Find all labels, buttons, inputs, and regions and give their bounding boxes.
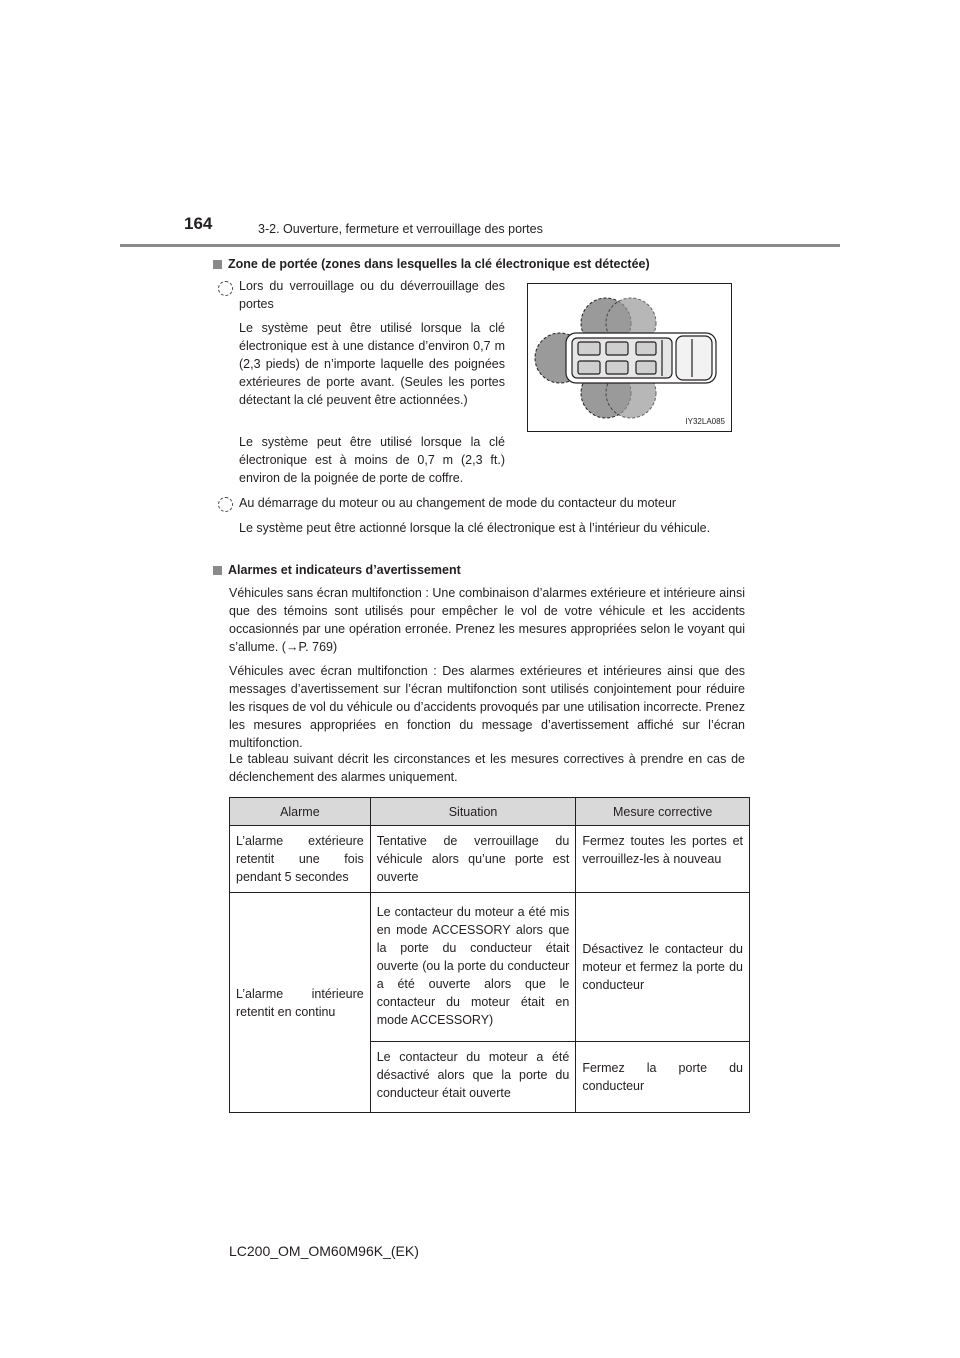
alarms-paragraph-2: Véhicules avec écran multifonction : Des alarmes extérieures et intérieures ainsi que des messages d’avertissement sur l’écran multifonction sont utilisés conjointement pour réduire les risques de vol du véhicule ou d’accidents provoqués par une utilisation incorrecte. Prenez les mesures appropriées en fonction du message d’avertissement affiché sur l’écran multifonction.	[229, 664, 745, 750]
section-heading-alarms	[213, 563, 461, 577]
section-heading-text: Zone de portée (zones dans lesquelles la clé électronique est détectée)	[228, 257, 650, 271]
cell-situation: Le contacteur du moteur a été mis en mode ACCESSORY alors que la porte du conducteur était ouverte (ou la porte du conducteur a été ouverte alors que le contacteur du moteur était en mode ACCESSORY)	[370, 893, 576, 1042]
column-header-measure: Mesure corrective	[576, 798, 750, 826]
alarms-paragraph-1: Véhicules sans écran multifonction : Une combinaison d’alarmes extérieure et intérieure ainsi que des témoins sont utilisés pour empêcher le vol de votre véhicule et les accidents occasionnés par une opération erronée. Prenez les mesures appropriées selon le voyant qui s’allume. (→P. 769)	[229, 586, 745, 654]
table-header-row	[230, 798, 750, 826]
item-locking-paragraph-2: Le système peut être utilisé lorsque la clé électronique est à moins de 0,7 m (2,3 ft.) environ de la poignée de porte de coffre.	[239, 435, 505, 485]
chapter-title: 3-2. Ouverture, fermeture et verrouillage des portes	[258, 222, 543, 236]
section-heading-text: Alarmes et indicateurs d’avertissement	[228, 563, 461, 577]
column-header-situation: Situation	[370, 798, 576, 826]
cell-alarm: L’alarme intérieure retentit en continu	[230, 893, 371, 1113]
dashed-circle-bullet-icon	[218, 497, 233, 512]
table-row	[230, 893, 750, 1042]
document-code: LC200_OM_OM60M96K_(EK)	[229, 1243, 419, 1259]
square-bullet-icon	[213, 566, 222, 575]
alarms-paragraph-3: Le tableau suivant décrit les circonstances et les mesures correctives à prendre en cas de déclenchement des alarmes uniquement.	[229, 752, 745, 784]
item-locking-paragraph-1: Le système peut être utilisé lorsque la clé électronique est à une distance d’environ 0,7 m (2,3 pieds) de n’importe laquelle des poignées extérieures de porte avant. (Seules les portes détectant la clé peuvent être actionnées.)	[239, 321, 505, 407]
figure-code: IY32LA085	[685, 417, 725, 426]
cell-situation: Tentative de verrouillage du véhicule alors qu’une porte est ouverte	[370, 826, 576, 893]
cell-alarm: L’alarme extérieure retentit une fois pendant 5 secondes	[230, 826, 371, 893]
cell-situation: Le contacteur du moteur a été désactivé alors que la porte du conducteur était ouverte	[370, 1042, 576, 1113]
square-bullet-icon	[213, 260, 222, 269]
column-header-alarm: Alarme	[230, 798, 371, 826]
table-row	[230, 826, 750, 893]
item-engine-title: Au démarrage du moteur ou au changement de mode du contacteur du moteur	[239, 496, 677, 510]
alarm-table	[229, 797, 750, 1113]
detection-range-figure	[527, 283, 732, 432]
vehicle-top-view-illustration	[528, 284, 731, 431]
item-engine-paragraph: Le système peut être actionné lorsque la clé électronique est à l’intérieur du véhicule.	[239, 521, 711, 535]
item-locking-title: Lors du verrouillage ou du déverrouillage des portes	[239, 279, 505, 311]
dashed-circle-bullet-icon	[218, 281, 233, 296]
section-heading-range	[213, 257, 650, 271]
cell-measure: Fermez toutes les portes et verrouillez-les à nouveau	[576, 826, 750, 893]
cell-measure: Fermez la porte du conducteur	[576, 1042, 750, 1113]
cell-measure: Désactivez le contacteur du moteur et fermez la porte du conducteur	[576, 893, 750, 1042]
header-rule	[120, 244, 840, 247]
vehicle-hood	[676, 336, 712, 380]
page-number: 164	[184, 214, 213, 233]
